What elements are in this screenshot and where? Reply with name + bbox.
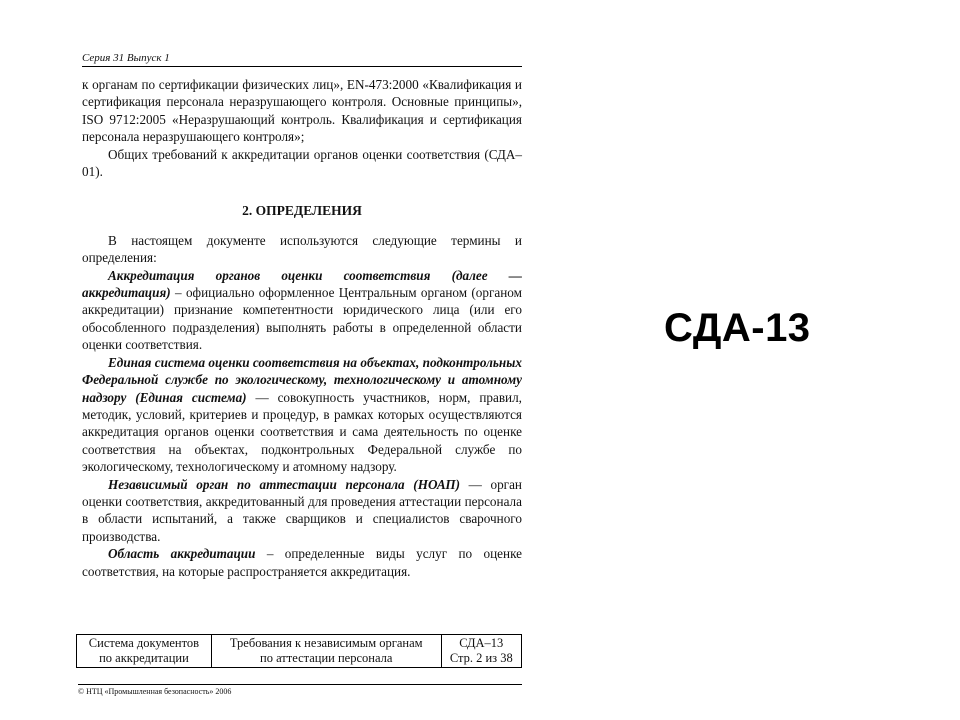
footer-cell-title — [211, 635, 441, 668]
definition-item — [82, 267, 522, 354]
intro-paragraph-1: к органам по сертификации физических лиц», EN-473:2000 «Квалификация и сертификация персонала неразрушающего контроля. Основные принципы», ISO 9712:2005 «Неразрушающий контроль. Квалификация и сертификация персонала неразрушающего контроля»; — [82, 77, 522, 145]
intro-paragraph-2: Общих требований к аккредитации органов оценки соответствия (СДА–01). — [82, 146, 522, 180]
document-page — [70, 40, 525, 700]
footer-doc-code: СДА–13 — [459, 636, 504, 650]
definition-term: Независимый орган по аттестации персонала (НОАП) — [108, 476, 460, 492]
footer-system-line-2: по аккредитации — [99, 651, 189, 665]
footer-row — [77, 635, 522, 668]
copyright-line: © НТЦ «Промышленная безопасность» 2006 — [78, 684, 522, 696]
footer-table — [76, 634, 522, 668]
footer-title-line-2: по аттестации персонала — [260, 651, 393, 665]
definition-item — [82, 545, 522, 580]
footer-system-line-1: Система документов — [88, 636, 200, 650]
footer-cell-code — [441, 635, 521, 668]
section-title: 2. ОПРЕДЕЛЕНИЯ — [242, 203, 362, 219]
definition-text: — орган оценки соответствия, аккредитованный для проведения аттестации персонала в области испытаний, а также сварщиков и специалистов сварочного производства. — [82, 476, 522, 544]
definition-term: Область аккредитации — [108, 546, 256, 562]
document-code-label: СДА-13 — [664, 306, 811, 350]
definitions-intro: В настоящем документе используются следующие термины и определения: — [82, 232, 522, 266]
running-header: Серия 31 Выпуск 1 — [82, 52, 522, 67]
definition-text: – определенные виды услуг по оценке соответствия, на которые распространяется аккредитация. — [82, 546, 522, 579]
definition-item — [82, 354, 522, 476]
footer-cell-system — [77, 635, 212, 668]
footer-page-number: Стр. 2 из 38 — [449, 651, 513, 665]
body-text — [82, 76, 522, 580]
definition-item — [82, 476, 522, 546]
definition-text: – официально оформленное Центральным органом (органом аккредитации) признание компетентности юридического лица (или его обособленного подразделения) выполнять работы в определенной области оценки соответствия. — [82, 285, 522, 353]
definition-term: Аккредитация органов оценки соответствия (далее — аккредитация) — [82, 267, 522, 301]
definition-text: — совокупность участников, норм, правил, методик, условий, критериев и процедур, в рамках которых осуществляются аккредитация органов оценки соответствия и сама деятельность по оценке соответствия на объектах, подконтрольных Федеральной службе по экологическому, технологическому и атомному надзору. — [82, 389, 522, 475]
footer-title-line-1: Требования к независимым органам — [229, 636, 423, 650]
definition-term: Единая система оценки соответствия на объектах, подконтрольных Федеральной службе по экологическому, технологическому и атомному надзору (Единая система) — [82, 354, 522, 405]
